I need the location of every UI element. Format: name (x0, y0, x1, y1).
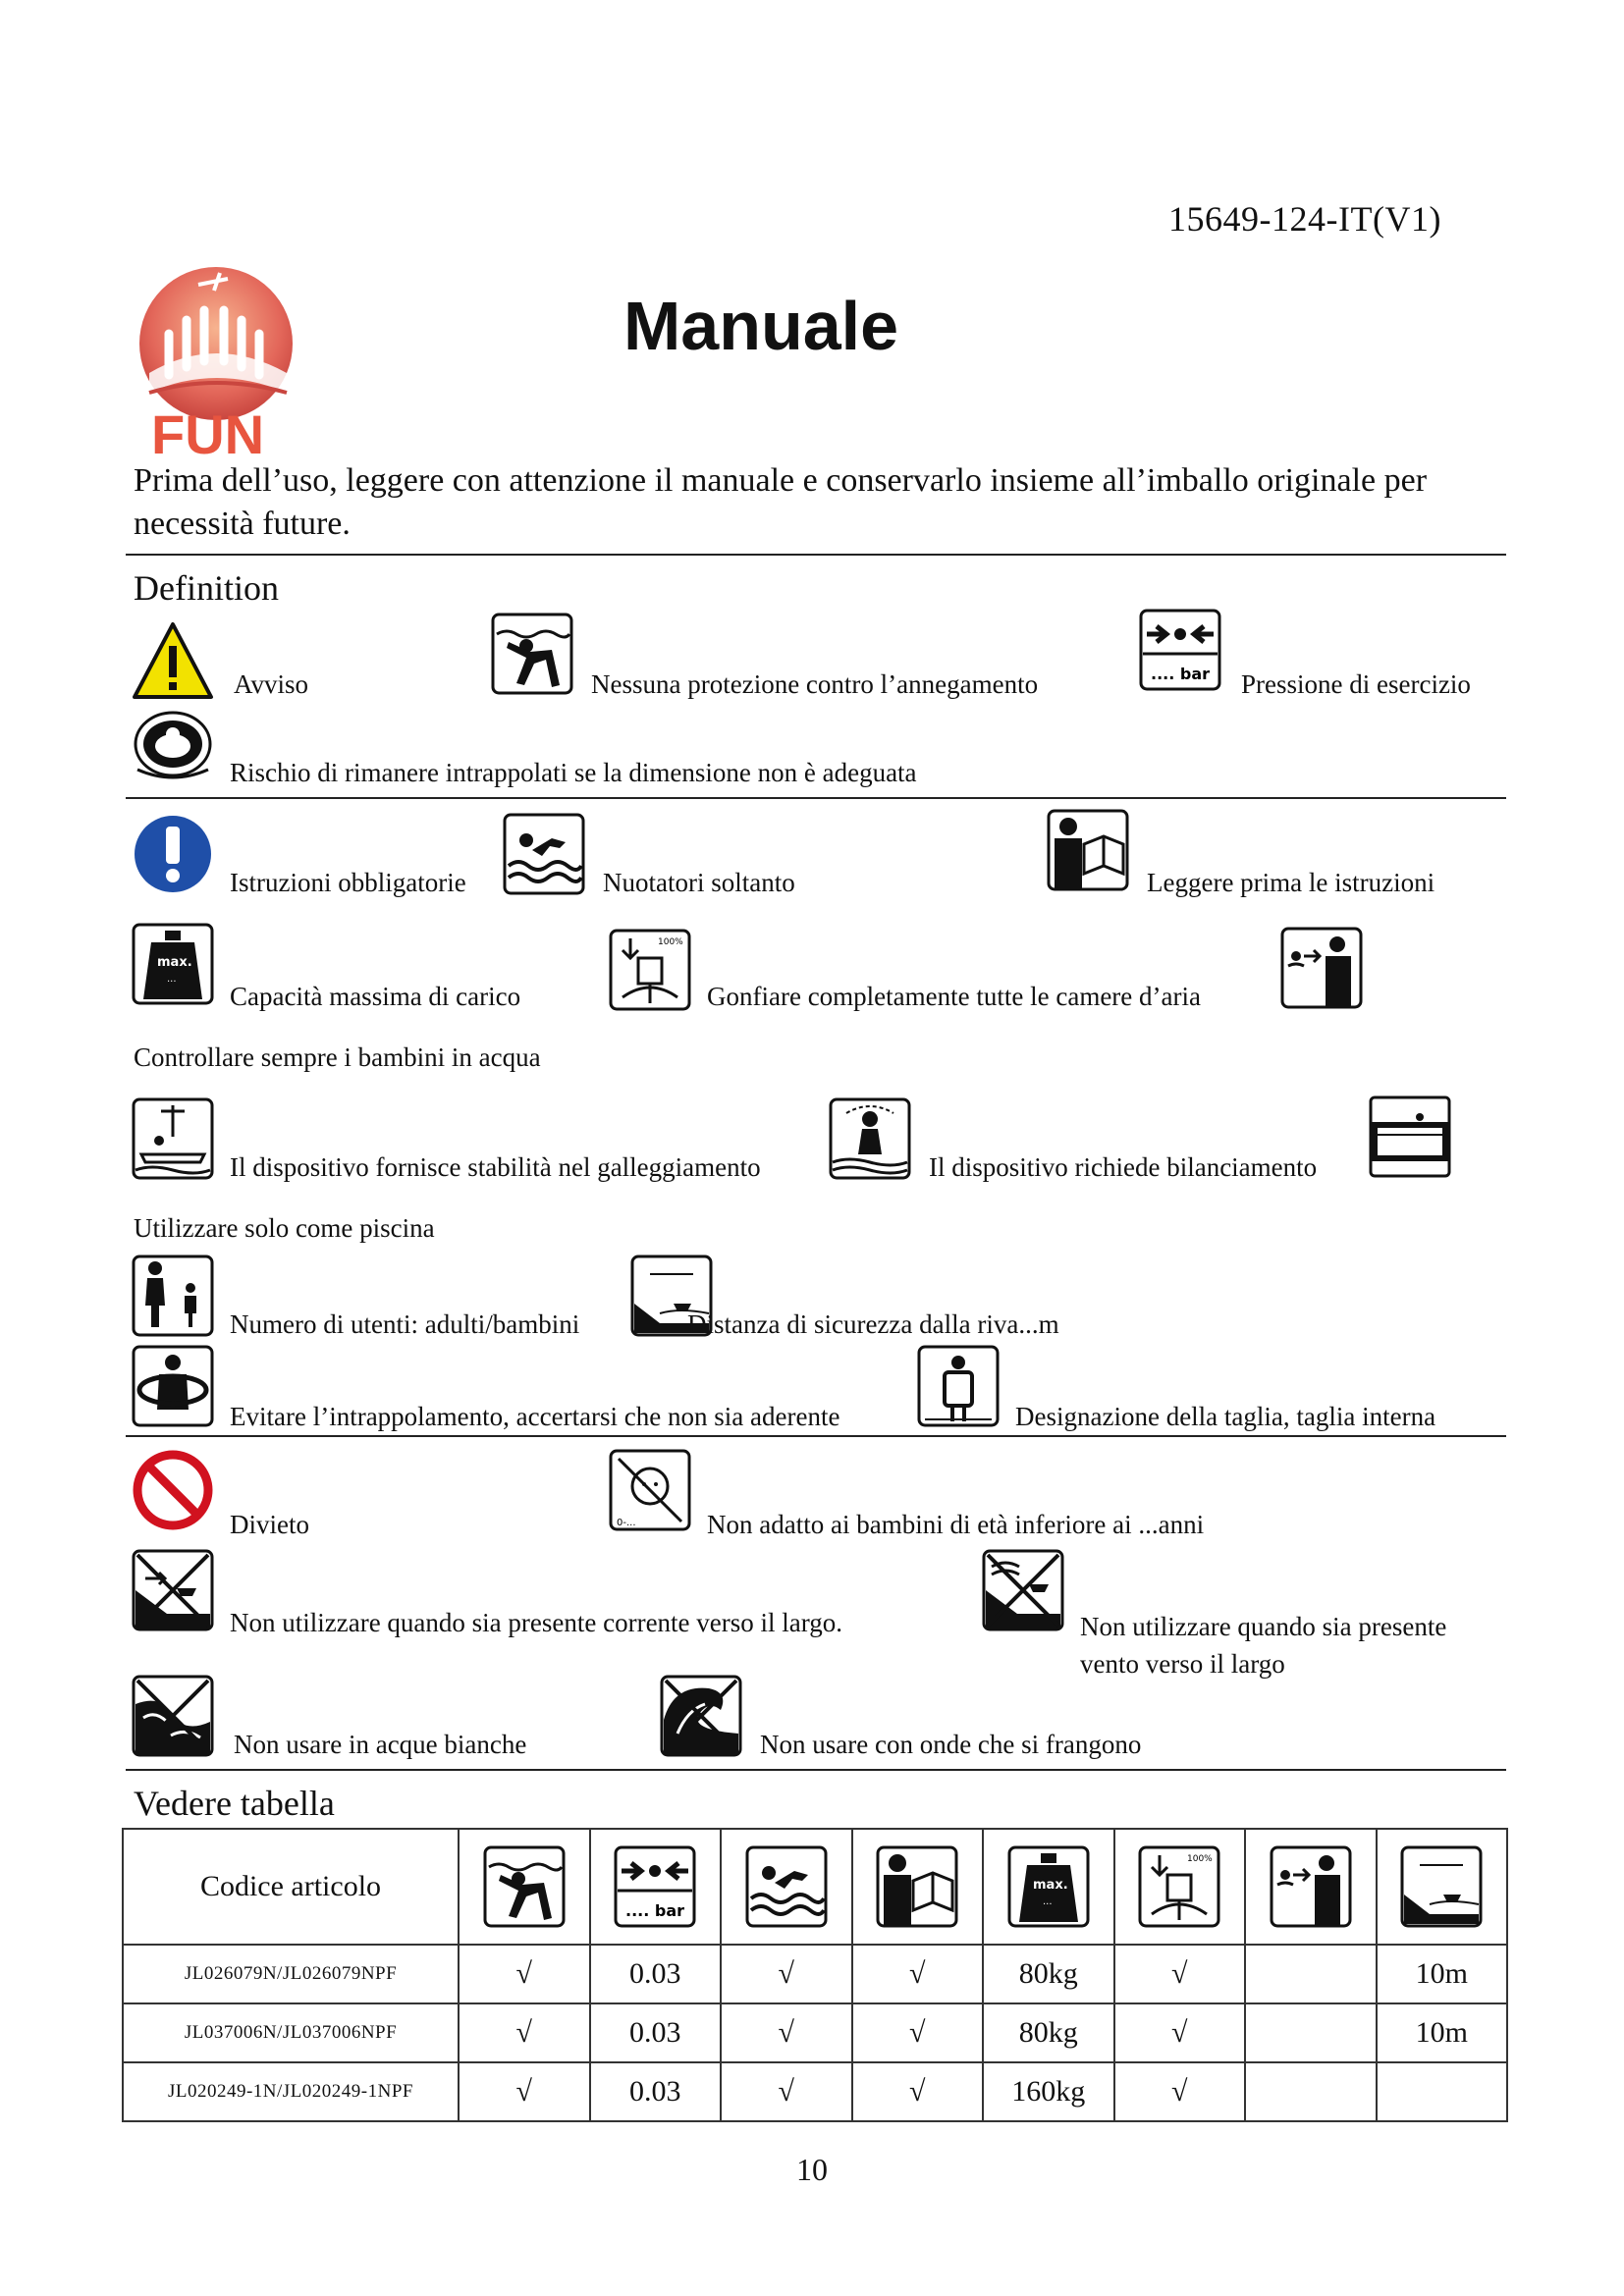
table-cell: 0.03 (590, 1945, 722, 2003)
table-cell (1377, 2062, 1508, 2121)
inflate-fully-label: Gonfiare completamente tutte le camere d’aria (707, 982, 1201, 1011)
table-heading: Vedere tabella (134, 1784, 335, 1823)
working-pressure-icon (1139, 609, 1221, 691)
no-offshore-wind-text: Non utilizzare quando sia presente vento verso il largo (1080, 1612, 1447, 1679)
table-cell: 160kg (983, 2062, 1114, 2121)
no-offshore-current-label: Non utilizzare quando sia presente corrente verso il largo. (230, 1608, 843, 1637)
article-code: JL037006N/JL037006NPF (123, 2003, 459, 2062)
table-row (123, 1945, 1507, 2003)
read-instructions-label: Leggere prima le istruzioni (1147, 868, 1435, 897)
table-cell: 10m (1377, 2003, 1508, 2062)
table-cell: √ (459, 1945, 590, 2003)
table-cell: 0.03 (590, 2062, 722, 2121)
prohibition-icon (132, 1449, 214, 1531)
no-white-water-icon (132, 1675, 214, 1757)
max-load-icon (1007, 1845, 1090, 1928)
table-cell: √ (721, 2003, 852, 2062)
intro-text: Prima dell’uso, leggere con attenzione il manuale e conservarlo insieme all’imballo originale per necessità future. (134, 462, 1428, 542)
col-shore-distance (1377, 1829, 1508, 1945)
table-cell: √ (459, 2003, 590, 2062)
avoid-entrapment-icon (132, 1345, 214, 1427)
table-cell: √ (1114, 1945, 1246, 2003)
read-instructions-icon (876, 1845, 958, 1928)
size-designation-icon (917, 1345, 1000, 1427)
table-cell (1245, 1945, 1377, 2003)
no-breaking-waves-label: Non usare con onde che si frangono (760, 1730, 1142, 1759)
swimmers-only-label: Nuotatori soltanto (603, 868, 795, 897)
divider (126, 1435, 1506, 1437)
max-load-icon (132, 923, 214, 1005)
table-cell: √ (852, 2003, 984, 2062)
warning-label: Avviso (234, 669, 309, 699)
table-cell: 80kg (983, 2003, 1114, 2062)
shore-distance-label: Distanza di sicurezza dalla riva...m (687, 1309, 1059, 1339)
divider (126, 1769, 1506, 1771)
no-drowning-protection-label: Nessuna protezione contro l’annegamento (591, 669, 1039, 699)
code-column-header: Codice articolo (123, 1829, 459, 1945)
no-drowning-protection-icon (483, 1845, 566, 1928)
age-limit-label: Non adatto ai bambini di età inferiore ai ...anni (707, 1510, 1205, 1539)
divider (126, 554, 1506, 556)
pool-only-label: Utilizzare solo come piscina (134, 1213, 435, 1243)
no-breaking-waves-icon (660, 1675, 742, 1757)
col-read-instructions (852, 1829, 984, 1945)
table-cell (1245, 2003, 1377, 2062)
size-designation-label: Designazione della taglia, taglia interna (1015, 1402, 1436, 1431)
working-pressure-label: Pressione di esercizio (1241, 669, 1471, 699)
warning-triangle-icon (132, 620, 214, 703)
no-drowning-protection-icon (491, 613, 573, 695)
working-pressure-icon (614, 1845, 696, 1928)
col-working-pressure (590, 1829, 722, 1945)
table-cell: √ (1114, 2062, 1246, 2121)
users-number-icon (132, 1255, 214, 1337)
table-cell: √ (721, 2062, 852, 2121)
product-spec-table (122, 1828, 1508, 2122)
table-row (123, 2003, 1507, 2062)
page-number: 10 (796, 2152, 828, 2187)
article-code: JL020249-1N/JL020249-1NPF (123, 2062, 459, 2121)
mandatory-icon (132, 813, 214, 895)
no-offshore-wind-icon (982, 1549, 1064, 1631)
supervise-children-icon (1280, 927, 1363, 1009)
col-swimmers-only (721, 1829, 852, 1945)
table-cell: 80kg (983, 1945, 1114, 2003)
col-no-drowning-protection (459, 1829, 590, 1945)
table-cell: 10m (1377, 1945, 1508, 2003)
col-inflate-fully (1114, 1829, 1246, 1945)
swimmers-only-icon (503, 813, 585, 895)
stability-label: Il dispositivo fornisce stabilità nel galleggiamento (230, 1152, 761, 1182)
col-supervise-children (1245, 1829, 1377, 1945)
balance-label: Il dispositivo richiede bilanciamento (929, 1152, 1318, 1182)
table-cell: √ (1114, 2003, 1246, 2062)
supervise-children-icon (1270, 1845, 1352, 1928)
table-cell: √ (721, 1945, 852, 2003)
col-max-load (983, 1829, 1114, 1945)
no-offshore-current-icon (132, 1549, 214, 1631)
article-code: JL026079N/JL026079NPF (123, 1945, 459, 2003)
max-load-label: Capacità massima di carico (230, 982, 521, 1011)
table-header-row (123, 1829, 1507, 1945)
definition-heading: Definition (134, 568, 279, 608)
inflate-fully-icon (1138, 1845, 1220, 1928)
table-row (123, 2062, 1507, 2121)
swimmers-only-icon (745, 1845, 828, 1928)
stability-icon (132, 1097, 214, 1180)
shore-distance-icon (1400, 1845, 1483, 1928)
entrapment-size-label: Rischio di rimanere intrappolati se la dimensione non è adeguata (230, 758, 917, 787)
page-title: Manuale (623, 288, 899, 364)
divider (126, 797, 1506, 799)
balance-icon (829, 1097, 911, 1180)
read-instructions-icon (1047, 809, 1129, 891)
document-code: 15649-124-IT(V1) (1168, 199, 1441, 239)
mandatory-label: Istruzioni obbligatorie (230, 868, 466, 897)
prohibition-label: Divieto (230, 1510, 309, 1539)
pool-only-icon (1369, 1095, 1451, 1178)
no-white-water-label: Non usare in acque bianche (234, 1730, 527, 1759)
no-offshore-wind-label (1080, 1608, 1502, 1679)
entrapment-size-icon (132, 701, 214, 783)
avoid-entrapment-label: Evitare l’intrappolamento, accertarsi che non sia aderente (230, 1402, 840, 1431)
table-cell: 0.03 (590, 2003, 722, 2062)
logo-text: FUN (151, 403, 265, 461)
table-cell: √ (852, 1945, 984, 2003)
age-limit-icon (609, 1449, 691, 1531)
table-cell: √ (852, 2062, 984, 2121)
table-cell: √ (459, 2062, 590, 2121)
table-cell (1245, 2062, 1377, 2121)
users-number-label: Numero di utenti: adulti/bambini (230, 1309, 580, 1339)
inflate-fully-icon (609, 929, 691, 1011)
supervise-children-label: Controllare sempre i bambini in acqua (134, 1042, 541, 1072)
